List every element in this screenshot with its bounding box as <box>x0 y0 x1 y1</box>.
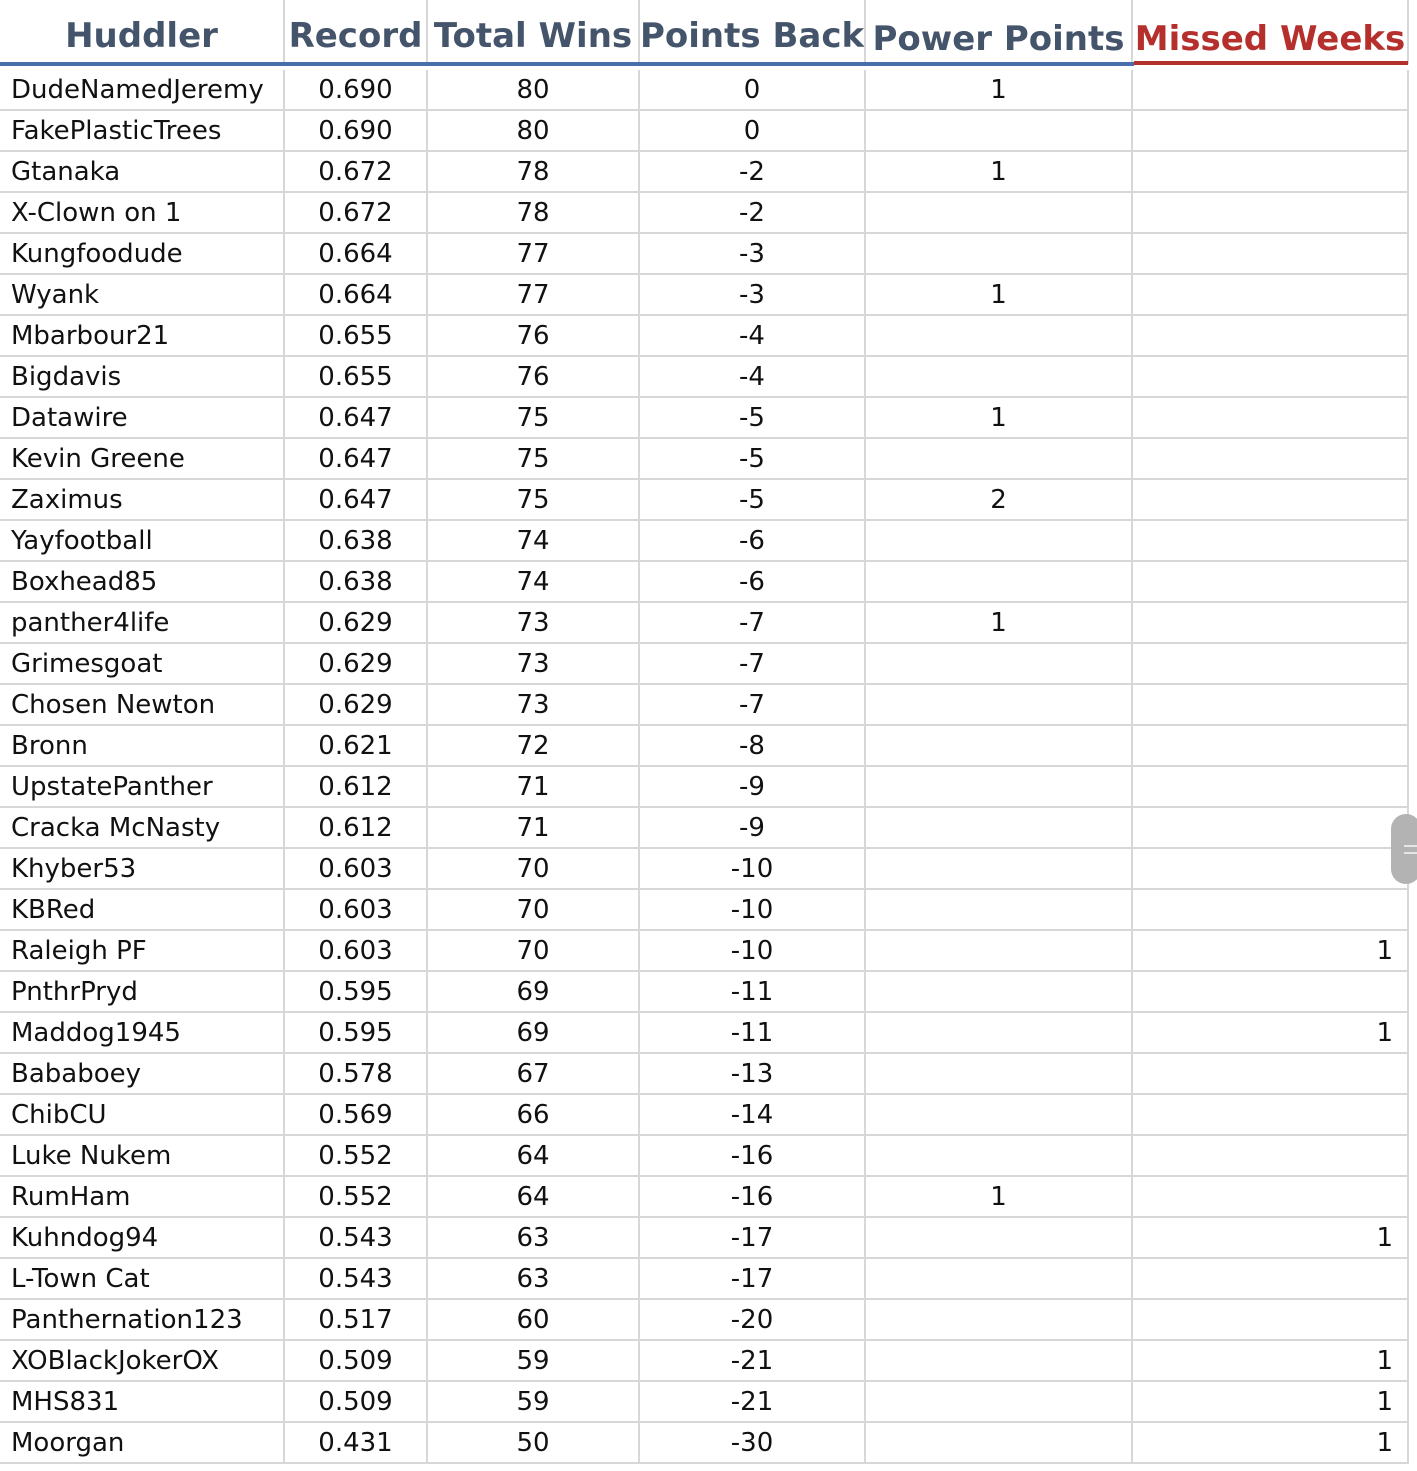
cell-missed-weeks[interactable] <box>1133 644 1409 685</box>
cell-points-back[interactable]: -30 <box>640 1423 866 1464</box>
cell-power-points[interactable] <box>866 1013 1133 1054</box>
cell-power-points[interactable] <box>866 808 1133 849</box>
header-huddler[interactable]: Huddler <box>0 0 285 64</box>
cell-points-back[interactable]: -8 <box>640 726 866 767</box>
table-row <box>0 685 1417 726</box>
cell-record[interactable]: 0.595 <box>285 1013 428 1054</box>
cell-total-wins[interactable]: 63 <box>428 1218 640 1259</box>
cell-total-wins[interactable]: 71 <box>428 808 640 849</box>
cell-huddler[interactable]: MHS831 <box>0 1382 285 1423</box>
cell-huddler[interactable]: Kevin Greene <box>0 439 285 480</box>
cell-huddler[interactable]: Datawire <box>0 398 285 439</box>
cell-record[interactable]: 0.638 <box>285 521 428 562</box>
cell-points-back[interactable]: -9 <box>640 808 866 849</box>
cell-total-wins[interactable]: 74 <box>428 562 640 603</box>
cell-points-back[interactable]: -10 <box>640 890 866 931</box>
table-row <box>0 726 1417 767</box>
cell-huddler[interactable]: DudeNamedJeremy <box>0 70 285 111</box>
cell-huddler[interactable]: Chosen Newton <box>0 685 285 726</box>
cell-power-points[interactable] <box>866 685 1133 726</box>
cell-total-wins[interactable]: 76 <box>428 357 640 398</box>
cell-huddler[interactable]: Yayfootball <box>0 521 285 562</box>
cell-missed-weeks[interactable]: 1 <box>1133 1218 1409 1259</box>
cell-record[interactable]: 0.603 <box>285 849 428 890</box>
cell-points-back[interactable]: -4 <box>640 357 866 398</box>
cell-points-back[interactable]: -2 <box>640 193 866 234</box>
cell-power-points[interactable]: 1 <box>866 398 1133 439</box>
cell-huddler[interactable]: panther4life <box>0 603 285 644</box>
cell-power-points[interactable] <box>866 521 1133 562</box>
cell-huddler[interactable]: Kuhndog94 <box>0 1218 285 1259</box>
cell-missed-weeks[interactable] <box>1133 275 1409 316</box>
cell-record[interactable]: 0.517 <box>285 1300 428 1341</box>
cell-points-back[interactable]: -13 <box>640 1054 866 1095</box>
cell-points-back[interactable]: -17 <box>640 1259 866 1300</box>
cell-record[interactable]: 0.690 <box>285 111 428 152</box>
table-row <box>0 234 1417 275</box>
cell-total-wins[interactable]: 64 <box>428 1177 640 1218</box>
cell-power-points[interactable] <box>866 1341 1133 1382</box>
cell-huddler[interactable]: PnthrPryd <box>0 972 285 1013</box>
cell-power-points[interactable] <box>866 767 1133 808</box>
cell-huddler[interactable]: Kungfoodude <box>0 234 285 275</box>
cell-total-wins[interactable]: 73 <box>428 644 640 685</box>
cell-points-back[interactable]: -17 <box>640 1218 866 1259</box>
cell-power-points[interactable]: 1 <box>866 275 1133 316</box>
table-row <box>0 275 1417 316</box>
cell-power-points[interactable] <box>866 1136 1133 1177</box>
header-record[interactable]: Record <box>285 0 428 64</box>
cell-missed-weeks[interactable]: 1 <box>1133 931 1409 972</box>
cell-huddler[interactable]: RumHam <box>0 1177 285 1218</box>
cell-points-back[interactable]: -5 <box>640 480 866 521</box>
cell-total-wins[interactable]: 70 <box>428 931 640 972</box>
cell-record[interactable]: 0.629 <box>285 685 428 726</box>
cell-huddler[interactable]: Khyber53 <box>0 849 285 890</box>
cell-record[interactable]: 0.647 <box>285 439 428 480</box>
cell-missed-weeks[interactable] <box>1133 357 1409 398</box>
cell-huddler[interactable]: L-Town Cat <box>0 1259 285 1300</box>
cell-power-points[interactable] <box>866 972 1133 1013</box>
cell-total-wins[interactable]: 80 <box>428 70 640 111</box>
table-row <box>0 808 1417 849</box>
header-total-wins[interactable]: Total Wins <box>428 0 640 64</box>
cell-power-points[interactable] <box>866 849 1133 890</box>
cell-points-back[interactable]: -11 <box>640 972 866 1013</box>
cell-points-back[interactable]: -14 <box>640 1095 866 1136</box>
cell-points-back[interactable]: -10 <box>640 849 866 890</box>
table-row <box>0 1382 1417 1423</box>
cell-missed-weeks[interactable]: 1 <box>1133 1013 1409 1054</box>
cell-missed-weeks[interactable] <box>1133 480 1409 521</box>
cell-record[interactable]: 0.543 <box>285 1259 428 1300</box>
cell-huddler[interactable]: UpstatePanther <box>0 767 285 808</box>
cell-total-wins[interactable]: 77 <box>428 234 640 275</box>
cell-missed-weeks[interactable]: 1 <box>1133 1382 1409 1423</box>
cell-missed-weeks[interactable] <box>1133 890 1409 931</box>
header-underline <box>0 62 1134 66</box>
cell-missed-weeks[interactable] <box>1133 808 1409 849</box>
cell-huddler[interactable]: X-Clown on 1 <box>0 193 285 234</box>
cell-huddler[interactable]: Gtanaka <box>0 152 285 193</box>
cell-missed-weeks[interactable] <box>1133 767 1409 808</box>
cell-huddler[interactable]: Cracka McNasty <box>0 808 285 849</box>
cell-points-back[interactable]: -6 <box>640 562 866 603</box>
table-row <box>0 111 1417 152</box>
cell-power-points[interactable] <box>866 234 1133 275</box>
cell-record[interactable]: 0.672 <box>285 193 428 234</box>
cell-total-wins[interactable]: 67 <box>428 1054 640 1095</box>
cell-total-wins[interactable]: 75 <box>428 398 640 439</box>
cell-power-points[interactable]: 2 <box>866 480 1133 521</box>
missed-weeks-underline <box>1134 61 1408 65</box>
table-row <box>0 644 1417 685</box>
cell-points-back[interactable]: -4 <box>640 316 866 357</box>
cell-total-wins[interactable]: 75 <box>428 439 640 480</box>
cell-total-wins[interactable]: 73 <box>428 603 640 644</box>
cell-total-wins[interactable]: 64 <box>428 1136 640 1177</box>
table-row <box>0 357 1417 398</box>
table-row <box>0 1423 1417 1464</box>
table-row <box>0 439 1417 480</box>
table-row <box>0 193 1417 234</box>
table-row <box>0 1095 1417 1136</box>
cell-missed-weeks[interactable] <box>1133 316 1409 357</box>
cell-points-back[interactable]: -5 <box>640 439 866 480</box>
cell-total-wins[interactable]: 73 <box>428 685 640 726</box>
cell-missed-weeks[interactable] <box>1133 398 1409 439</box>
table-row <box>0 1341 1417 1382</box>
cell-missed-weeks[interactable]: 1 <box>1133 1341 1409 1382</box>
cell-points-back[interactable]: -11 <box>640 1013 866 1054</box>
cell-power-points[interactable] <box>866 1382 1133 1423</box>
cell-record[interactable]: 0.672 <box>285 152 428 193</box>
cell-huddler[interactable]: ChibCU <box>0 1095 285 1136</box>
table-row <box>0 1136 1417 1177</box>
cell-record[interactable]: 0.647 <box>285 480 428 521</box>
table-row <box>0 398 1417 439</box>
cell-huddler[interactable]: Moorgan <box>0 1423 285 1464</box>
cell-total-wins[interactable]: 63 <box>428 1259 640 1300</box>
table-row <box>0 931 1417 972</box>
cell-power-points[interactable]: 1 <box>866 1177 1133 1218</box>
cell-total-wins[interactable]: 76 <box>428 316 640 357</box>
cell-huddler[interactable]: Bigdavis <box>0 357 285 398</box>
header-points-back[interactable]: Points Back <box>640 0 866 64</box>
cell-huddler[interactable]: Luke Nukem <box>0 1136 285 1177</box>
cell-power-points[interactable]: 1 <box>866 70 1133 111</box>
cell-points-back[interactable]: -6 <box>640 521 866 562</box>
cell-record[interactable]: 0.664 <box>285 275 428 316</box>
cell-power-points[interactable] <box>866 562 1133 603</box>
cell-record[interactable]: 0.629 <box>285 644 428 685</box>
cell-total-wins[interactable]: 66 <box>428 1095 640 1136</box>
cell-power-points[interactable] <box>866 1259 1133 1300</box>
table-row <box>0 1259 1417 1300</box>
cell-power-points[interactable] <box>866 1300 1133 1341</box>
table-row <box>0 890 1417 931</box>
cell-record[interactable]: 0.603 <box>285 890 428 931</box>
cell-power-points[interactable] <box>866 1095 1133 1136</box>
cell-total-wins[interactable]: 50 <box>428 1423 640 1464</box>
cell-missed-weeks[interactable] <box>1133 1095 1409 1136</box>
table-row <box>0 521 1417 562</box>
cell-record[interactable]: 0.655 <box>285 316 428 357</box>
header-power-points[interactable]: Power Points <box>866 0 1133 64</box>
cell-record[interactable]: 0.578 <box>285 1054 428 1095</box>
cell-points-back[interactable]: -2 <box>640 152 866 193</box>
cell-missed-weeks[interactable] <box>1133 111 1409 152</box>
table-row <box>0 972 1417 1013</box>
cell-record[interactable]: 0.664 <box>285 234 428 275</box>
cell-record[interactable]: 0.612 <box>285 808 428 849</box>
cell-record[interactable]: 0.431 <box>285 1423 428 1464</box>
cell-record[interactable]: 0.543 <box>285 1218 428 1259</box>
cell-total-wins[interactable]: 77 <box>428 275 640 316</box>
cell-record[interactable]: 0.595 <box>285 972 428 1013</box>
cell-total-wins[interactable]: 72 <box>428 726 640 767</box>
cell-record[interactable]: 0.621 <box>285 726 428 767</box>
cell-missed-weeks[interactable] <box>1133 972 1409 1013</box>
header-missed-weeks[interactable]: Missed Weeks <box>1133 0 1409 64</box>
table-row <box>0 1013 1417 1054</box>
cell-power-points[interactable]: 1 <box>866 152 1133 193</box>
cell-huddler[interactable]: FakePlasticTrees <box>0 111 285 152</box>
cell-total-wins[interactable]: 71 <box>428 767 640 808</box>
table-row <box>0 152 1417 193</box>
cell-missed-weeks[interactable] <box>1133 562 1409 603</box>
table-row <box>0 767 1417 808</box>
cell-power-points[interactable] <box>866 931 1133 972</box>
cell-record[interactable]: 0.690 <box>285 70 428 111</box>
cell-record[interactable]: 0.612 <box>285 767 428 808</box>
cell-total-wins[interactable]: 69 <box>428 1013 640 1054</box>
cell-missed-weeks[interactable] <box>1133 685 1409 726</box>
cell-points-back[interactable]: -5 <box>640 398 866 439</box>
cell-total-wins[interactable]: 60 <box>428 1300 640 1341</box>
cell-record[interactable]: 0.552 <box>285 1177 428 1218</box>
cell-total-wins[interactable]: 69 <box>428 972 640 1013</box>
cell-huddler[interactable]: Bababoey <box>0 1054 285 1095</box>
cell-record[interactable]: 0.509 <box>285 1382 428 1423</box>
cell-huddler[interactable]: XOBlackJokerOX <box>0 1341 285 1382</box>
table-row <box>0 70 1417 111</box>
cell-power-points[interactable] <box>866 111 1133 152</box>
cell-record[interactable]: 0.647 <box>285 398 428 439</box>
cell-power-points[interactable] <box>866 1054 1133 1095</box>
table-row <box>0 480 1417 521</box>
cell-total-wins[interactable]: 59 <box>428 1382 640 1423</box>
cell-points-back[interactable]: -9 <box>640 767 866 808</box>
cell-points-back[interactable]: -3 <box>640 275 866 316</box>
cell-missed-weeks[interactable] <box>1133 603 1409 644</box>
cell-missed-weeks[interactable] <box>1133 234 1409 275</box>
cell-power-points[interactable] <box>866 1218 1133 1259</box>
cell-power-points[interactable] <box>866 890 1133 931</box>
cell-record[interactable]: 0.552 <box>285 1136 428 1177</box>
cell-power-points[interactable] <box>866 644 1133 685</box>
cell-points-back[interactable]: -20 <box>640 1300 866 1341</box>
table-row <box>0 562 1417 603</box>
scrollbar-handle[interactable] <box>1391 814 1417 884</box>
cell-points-back[interactable]: -21 <box>640 1382 866 1423</box>
cell-power-points[interactable] <box>866 357 1133 398</box>
cell-points-back[interactable]: -16 <box>640 1177 866 1218</box>
cell-record[interactable]: 0.509 <box>285 1341 428 1382</box>
cell-missed-weeks[interactable] <box>1133 1054 1409 1095</box>
cell-missed-weeks[interactable]: 1 <box>1133 1423 1409 1464</box>
cell-huddler[interactable]: Maddog1945 <box>0 1013 285 1054</box>
cell-missed-weeks[interactable] <box>1133 439 1409 480</box>
cell-missed-weeks[interactable] <box>1133 1136 1409 1177</box>
cell-missed-weeks[interactable] <box>1133 1259 1409 1300</box>
cell-huddler[interactable]: Bronn <box>0 726 285 767</box>
cell-huddler[interactable]: Wyank <box>0 275 285 316</box>
cell-missed-weeks[interactable] <box>1133 193 1409 234</box>
table-row <box>0 1054 1417 1095</box>
cell-huddler[interactable]: Mbarbour21 <box>0 316 285 357</box>
cell-missed-weeks[interactable] <box>1133 849 1409 890</box>
cell-points-back[interactable]: -7 <box>640 603 866 644</box>
cell-total-wins[interactable]: 59 <box>428 1341 640 1382</box>
cell-points-back[interactable]: -7 <box>640 685 866 726</box>
cell-missed-weeks[interactable] <box>1133 1300 1409 1341</box>
table-row <box>0 849 1417 890</box>
cell-total-wins[interactable]: 70 <box>428 849 640 890</box>
cell-huddler[interactable]: Raleigh PF <box>0 931 285 972</box>
cell-huddler[interactable]: Grimesgoat <box>0 644 285 685</box>
header-row <box>0 0 1417 64</box>
table-row <box>0 316 1417 357</box>
cell-total-wins[interactable]: 74 <box>428 521 640 562</box>
cell-total-wins[interactable]: 78 <box>428 193 640 234</box>
cell-points-back[interactable]: -3 <box>640 234 866 275</box>
cell-points-back[interactable]: -7 <box>640 644 866 685</box>
cell-total-wins[interactable]: 80 <box>428 111 640 152</box>
cell-points-back[interactable]: 0 <box>640 111 866 152</box>
cell-points-back[interactable]: 0 <box>640 70 866 111</box>
cell-huddler[interactable]: Zaximus <box>0 480 285 521</box>
cell-points-back[interactable]: -16 <box>640 1136 866 1177</box>
cell-huddler[interactable]: Panthernation123 <box>0 1300 285 1341</box>
cell-missed-weeks[interactable] <box>1133 1177 1409 1218</box>
cell-total-wins[interactable]: 78 <box>428 152 640 193</box>
cell-total-wins[interactable]: 75 <box>428 480 640 521</box>
cell-record[interactable]: 0.569 <box>285 1095 428 1136</box>
cell-power-points[interactable] <box>866 439 1133 480</box>
cell-power-points[interactable] <box>866 1423 1133 1464</box>
cell-record[interactable]: 0.603 <box>285 931 428 972</box>
cell-power-points[interactable] <box>866 726 1133 767</box>
table-row <box>0 1218 1417 1259</box>
cell-record[interactable]: 0.655 <box>285 357 428 398</box>
cell-huddler[interactable]: Boxhead85 <box>0 562 285 603</box>
table-row <box>0 1300 1417 1341</box>
cell-power-points[interactable] <box>866 316 1133 357</box>
cell-missed-weeks[interactable] <box>1133 726 1409 767</box>
cell-points-back[interactable]: -10 <box>640 931 866 972</box>
cell-missed-weeks[interactable] <box>1133 70 1409 111</box>
cell-record[interactable]: 0.638 <box>285 562 428 603</box>
table-row <box>0 603 1417 644</box>
cell-power-points[interactable] <box>866 193 1133 234</box>
cell-total-wins[interactable]: 70 <box>428 890 640 931</box>
cell-missed-weeks[interactable] <box>1133 152 1409 193</box>
cell-record[interactable]: 0.629 <box>285 603 428 644</box>
table-row <box>0 1177 1417 1218</box>
cell-missed-weeks[interactable] <box>1133 521 1409 562</box>
cell-points-back[interactable]: -21 <box>640 1341 866 1382</box>
cell-power-points[interactable]: 1 <box>866 603 1133 644</box>
cell-huddler[interactable]: KBRed <box>0 890 285 931</box>
